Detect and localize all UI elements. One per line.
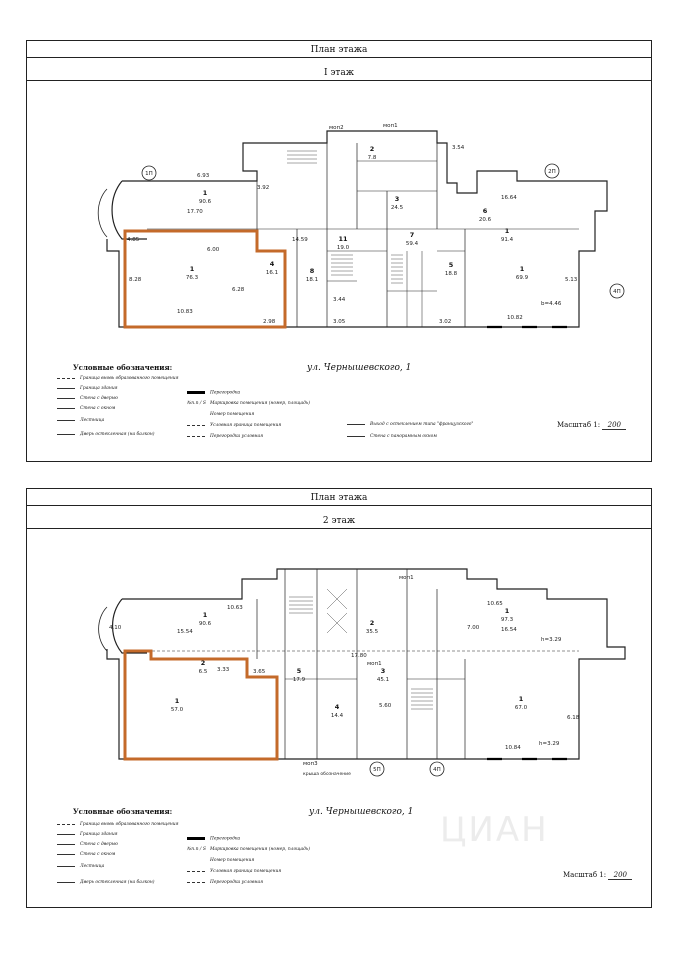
scale-value: 200 [602, 421, 626, 430]
legend-item: Лестница [80, 418, 105, 423]
room-number: 1 [504, 607, 510, 615]
dimension: 3.65 [253, 669, 266, 675]
dimension: 5.13 [565, 277, 578, 283]
sheet-header: План этажа [27, 491, 651, 506]
legend-mark: №п.п / S [187, 847, 206, 852]
dimension: 8.28 [129, 277, 142, 283]
dimension: 4.10 [109, 625, 122, 631]
room-number: 4 [334, 703, 340, 711]
room-area: 97.3 [500, 617, 514, 623]
floor-title: 2 этаж [27, 514, 651, 529]
dimension: 17.80 [351, 653, 367, 659]
street-address: ул. Чернышевского, 1 [309, 807, 414, 817]
room-number: 1 [202, 189, 208, 197]
dimension: 10.65 [487, 601, 503, 607]
room-number: 5 [296, 667, 302, 675]
room-area: 6.5 [198, 669, 208, 675]
floor-plan-sheet-1 [26, 40, 652, 462]
dimension: 3.33 [217, 667, 230, 673]
axis-label: 4П [613, 289, 621, 295]
legend-title: Условные обозначения: [73, 363, 173, 372]
legend-item: Дверь остекленная (на балкон) [80, 432, 155, 437]
mop-label: моп1 [383, 123, 398, 129]
dimension: 10.84 [505, 745, 521, 751]
axis-label: 2П [548, 169, 556, 175]
room-area: 20.6 [478, 217, 492, 223]
dimension: 16.64 [501, 195, 517, 201]
legend-item: Номер помещения [210, 858, 255, 863]
dimension: 10.82 [507, 315, 523, 321]
room-area: 35.5 [365, 629, 379, 635]
legend-item: Перегородка условная [210, 880, 263, 885]
room-area: 18.8 [444, 271, 458, 277]
room-area: 91.4 [500, 237, 514, 243]
new-premises-boundary [125, 231, 285, 327]
legend-item: Стена с окном [80, 406, 116, 411]
scale-value: 200 [608, 871, 632, 880]
legend-item: Условная граница помещения [210, 423, 282, 428]
room-number: 2 [369, 619, 375, 627]
legend-item: Перегородка [210, 836, 241, 842]
dimension: 7.00 [467, 625, 480, 631]
roof-label: крыша обозначение [303, 772, 351, 777]
dimension: 4.85 [127, 237, 140, 243]
room-area: 18.1 [305, 277, 319, 283]
room-number: 3 [394, 195, 400, 203]
room-area: 14.4 [330, 713, 344, 719]
legend-item: Граница здания [80, 832, 118, 837]
room-number: 1 [174, 697, 180, 705]
room-number: 1 [519, 265, 525, 273]
dimension: 6.28 [232, 287, 245, 293]
floor-plan-drawing [27, 549, 651, 849]
watermark: ЦИАН [440, 810, 549, 850]
legend-item: Номер помещения [210, 412, 255, 417]
room-number: 6 [482, 207, 488, 215]
room-number: 2 [369, 145, 375, 153]
room-area: 17.9 [292, 677, 306, 683]
dimension: 2.98 [263, 319, 276, 325]
scale-label: Масштаб 1: [563, 871, 607, 879]
building-outline [107, 569, 625, 759]
legend-item: Перегородка [210, 390, 241, 396]
legend-item: Стена с дверью [80, 842, 118, 847]
room-number: 11 [338, 235, 348, 243]
dimension: 3.44 [333, 297, 346, 303]
room-area: 24.5 [390, 205, 404, 211]
legend-item: Дверь остекленная (на балкон) [80, 880, 155, 885]
legend-item: Маркировка помещения (номер, площадь) [210, 401, 310, 406]
dimension: 14.59 [292, 237, 308, 243]
floor-plan-drawing [27, 101, 651, 401]
axis-label: 5П [373, 767, 381, 773]
dimension: 6.18 [567, 715, 580, 721]
room-area: 76.3 [185, 275, 199, 281]
dimension: 3.05 [333, 319, 346, 325]
dimension: 3.92 [257, 185, 270, 191]
room-number: 8 [309, 267, 315, 275]
legend-right [347, 423, 527, 453]
legend-item: Условная граница помещения [210, 869, 282, 874]
legend-item: Лестница [80, 864, 105, 869]
dimension: 10.83 [177, 309, 193, 315]
mop-label: моп1 [399, 575, 414, 581]
legend-item: Стена с панорамным окном [370, 434, 437, 439]
street-address: ул. Чернышевского, 1 [307, 363, 412, 373]
legend-item: Граница вновь образованного помещения [80, 376, 179, 381]
room-area: 16.1 [265, 270, 279, 276]
room-number: 1 [189, 265, 195, 273]
legend-mid [187, 837, 357, 907]
room-number: 1 [504, 227, 510, 235]
room-area: 19.0 [336, 245, 350, 251]
dimension: h=3.29 [541, 637, 562, 643]
legend-item: Перегородка условная [210, 434, 263, 439]
dimension: 16.54 [501, 627, 517, 633]
mop-label: моп1 [367, 661, 382, 667]
legend-item: Стена с окном [80, 852, 116, 857]
room-area: 67.0 [514, 705, 528, 711]
dimension: 6.93 [197, 173, 210, 179]
room-area: 90.6 [198, 621, 212, 627]
room-number: 1 [518, 695, 524, 703]
scale-label: Масштаб 1: [557, 421, 601, 429]
dimension: 3.02 [439, 319, 452, 325]
dimension: 3.54 [452, 145, 465, 151]
room-area: 7.8 [367, 155, 377, 161]
room-number: 4 [269, 260, 275, 268]
legend-mark: №п.п / S [187, 401, 206, 406]
legend-mid [187, 391, 357, 461]
room-number: 7 [409, 231, 415, 239]
dimension: 10.63 [227, 605, 243, 611]
axis-label: 4П [433, 767, 441, 773]
new-premises-boundary [125, 651, 277, 759]
room-area: 57.0 [170, 707, 184, 713]
room-number: 3 [380, 667, 386, 675]
floor-title: I этаж [27, 66, 651, 81]
legend-item: Граница здания [80, 386, 118, 391]
mop-label: моп3 [303, 761, 318, 767]
legend-item: Выход с остеклением типа "французского" [370, 422, 474, 427]
scale [557, 421, 626, 430]
room-area: 59.4 [405, 241, 419, 247]
room-number: 1 [202, 611, 208, 619]
legend-item: Стена с дверью [80, 396, 118, 401]
scale [563, 871, 632, 880]
legend-item: Маркировка помещения (номер, площадь) [210, 847, 310, 852]
dimension: 17.70 [187, 209, 203, 215]
room-number: 2 [200, 659, 206, 667]
room-area: 69.9 [515, 275, 529, 281]
dimension: h=3.29 [539, 741, 560, 747]
room-area: 45.1 [376, 677, 390, 683]
sheet-header: План этажа [27, 43, 651, 58]
dimension: 15.54 [177, 629, 193, 635]
room-area: 90.6 [198, 199, 212, 205]
axis-label: 1П [145, 171, 153, 177]
legend-title: Условные обозначения: [73, 807, 173, 816]
dimension: 6.00 [207, 247, 220, 253]
floor-plan-sheet-2 [26, 488, 652, 908]
mop-label: моп2 [329, 125, 344, 131]
dimension: b=4.46 [541, 301, 562, 307]
legend-item: Граница вновь образованного помещения [80, 822, 179, 827]
room-number: 5 [448, 261, 454, 269]
dimension: 5.60 [379, 703, 392, 709]
